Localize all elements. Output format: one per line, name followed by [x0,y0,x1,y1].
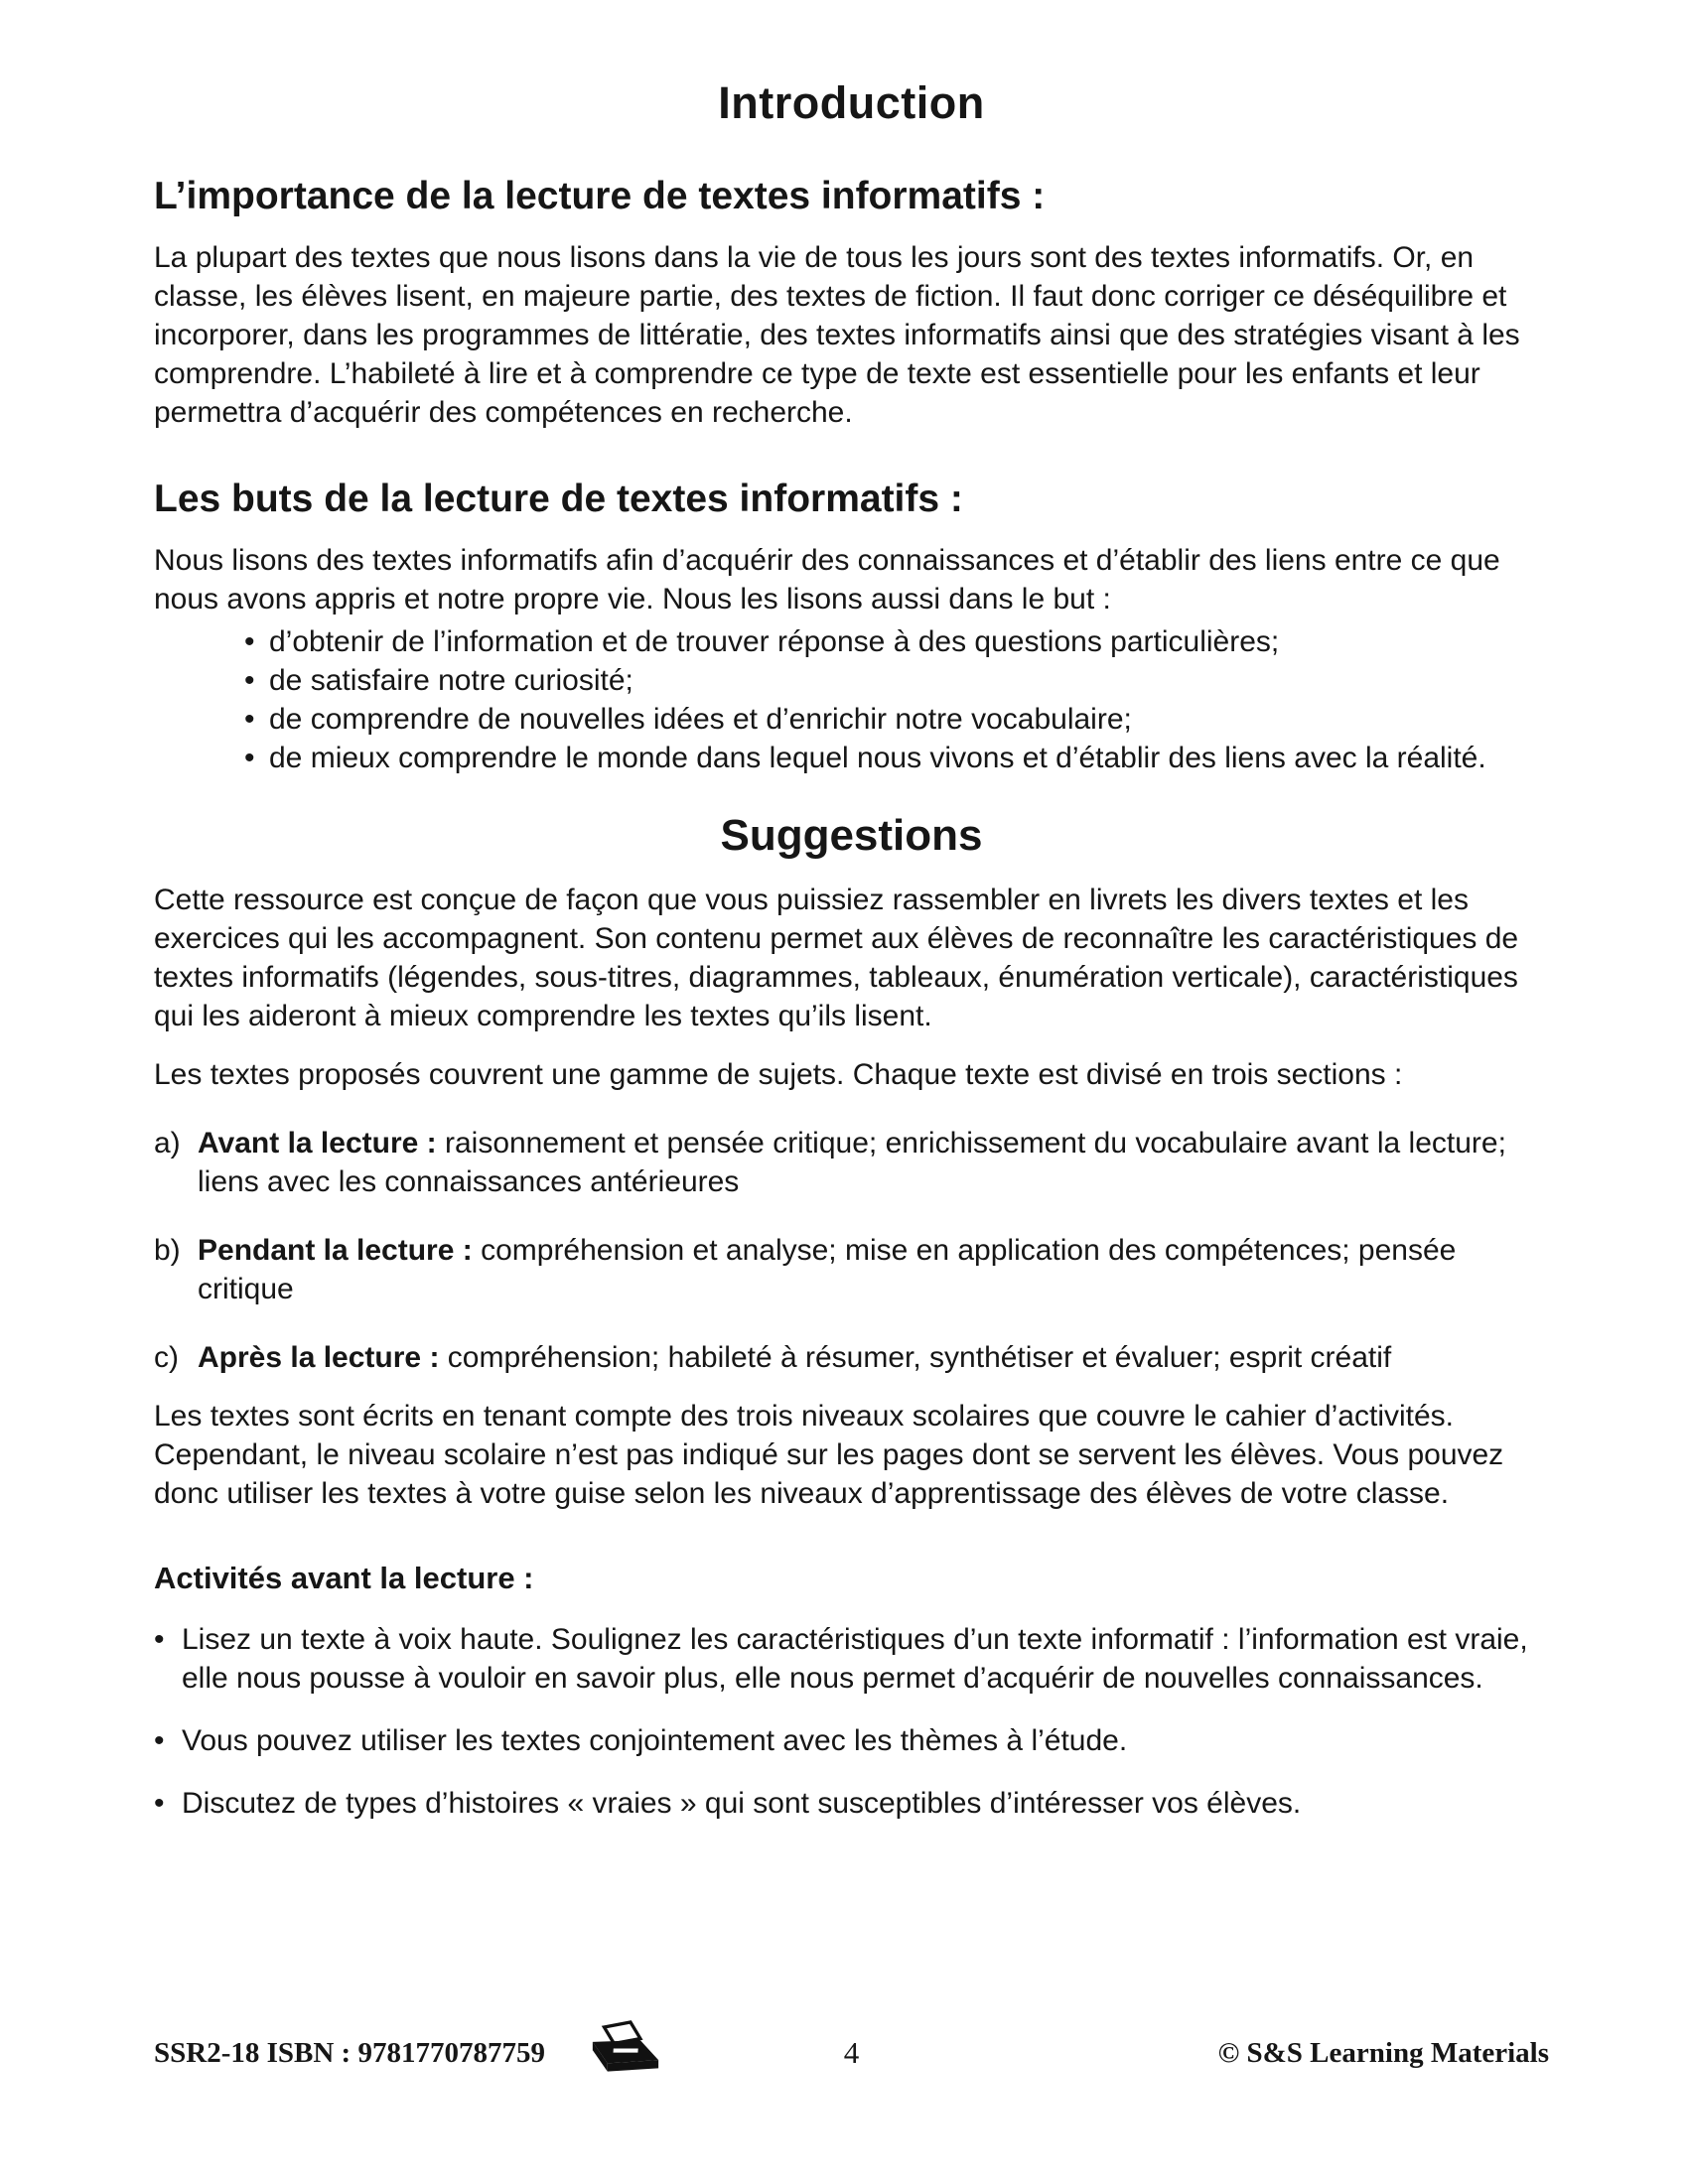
sections-lettered-list [154,1124,1549,1377]
lettered-item-a [154,1124,1549,1201]
bullet-icon: • [244,742,255,774]
footer-copyright: © S&S Learning Materials [1217,2036,1549,2069]
section-heading-suggestions: Suggestions [720,811,983,860]
bullet-icon: • [154,1724,165,1757]
list-item [154,622,1549,661]
list-item-text: de comprendre de nouvelles idées et d’enrichir notre vocabulaire; [269,703,1132,736]
item-marker: c) [154,1341,179,1374]
list-item [154,1721,1549,1760]
item-marker: a) [154,1127,181,1160]
section-heading-buts: Les buts de la lecture de textes informatifs : [154,478,963,520]
list-item [154,661,1549,700]
list-item [154,1784,1549,1823]
item-body: compréhension; habileté à résumer, synthétiser et évaluer; esprit créatif [439,1341,1392,1374]
item-text [198,1124,1549,1201]
bullet-icon: • [154,1623,165,1656]
footer-left [154,2023,662,2083]
page-number: 4 [843,2035,860,2070]
list-item-text: Lisez un texte à voix haute. Soulignez les caractéristiques d’un texte informatif : l’information est vraie, elle nous pousse à vouloir en savoir plus, elle nous permet d’acquérir de nouvelles connaissances. [182,1623,1528,1695]
item-marker: b) [154,1234,181,1267]
list-item-text: Vous pouvez utiliser les textes conjointement avec les thèmes à l’étude. [182,1724,1128,1757]
page-title: Introduction [718,77,985,128]
list-item-text: d’obtenir de l’information et de trouver réponse à des questions particulières; [269,625,1280,658]
lettered-item-b [154,1231,1549,1308]
paragraph-suggestions-1: Cette ressource est conçue de façon que vous puissiez rassembler en livrets les divers textes et les exercices qui les accompagnent. Son contenu permet aux élèves de reconnaître les caractéristiques de textes informatifs (légendes, sous-titres, diagrammes, tableaux, énumération verticale), caractéristiques qui les aideront à mieux comprendre les textes qu’ils lisent. [154,884,1519,1032]
page-footer [154,2021,1549,2085]
bullet-icon: • [244,664,255,697]
section-heading-importance: L’importance de la lecture de textes informatifs : [154,175,1046,217]
paragraph-suggestions-3: Les textes sont écrits en tenant compte des trois niveaux scolaires que couvre le cahier d’activités. Cependant, le niveau scolaire n’est pas indiqué sur les pages dont se servent les élèves. Vous pouvez donc utiliser les textes à votre guise selon les niveaux d’apprentissage des élèves de votre classe. [154,1400,1504,1510]
printer-icon [579,2017,662,2083]
paragraph-suggestions-2: Les textes proposés couvrent une gamme de sujets. Chaque texte est divisé en trois sections : [154,1058,1403,1091]
activites-bullet-list [154,1620,1549,1823]
item-text [198,1231,1549,1308]
list-item [154,700,1549,739]
lettered-item-c [154,1338,1549,1377]
sub-heading-activites: Activités avant la lecture : [154,1561,534,1595]
paragraph-buts-intro: Nous lisons des textes informatifs afin d’acquérir des connaissances et d’établir des liens entre ce que nous avons appris et notre propre vie. Nous les lisons aussi dans le but : [154,544,1500,615]
list-item [154,1620,1549,1698]
item-label: Avant la lecture : [198,1127,437,1160]
footer-isbn: SSR2-18 ISBN : 9781770787759 [154,2036,545,2069]
list-item-text: de satisfaire notre curiosité; [269,664,633,697]
list-item-text: Discutez de types d’histoires « vraies » qui sont susceptibles d’intéresser vos élèves. [182,1787,1302,1820]
list-item-text: de mieux comprendre le monde dans lequel nous vivons et d’établir des liens avec la réalité. [269,742,1486,774]
item-body: raisonnement et pensée critique; enrichissement du vocabulaire avant la lecture; liens avec les connaissances antérieures [198,1127,1506,1198]
bullet-icon: • [154,1787,165,1820]
buts-bullet-list [154,622,1549,777]
paragraph-importance: La plupart des textes que nous lisons dans la vie de tous les jours sont des textes informatifs. Or, en classe, les élèves lisent, en majeure partie, des textes de fiction. Il faut donc corriger ce déséquilibre et incorporer, dans les programmes de littératie, des textes informatifs ainsi que des stratégies visant à les comprendre. L’habileté à lire et à comprendre ce type de texte est essentielle pour les enfants et leur permettra d’acquérir des compétences en recherche. [154,241,1520,429]
item-label: Pendant la lecture : [198,1234,473,1267]
item-text [198,1338,1549,1377]
list-item [154,739,1549,777]
item-body: compréhension et analyse; mise en application des compétences; pensée critique [198,1234,1457,1305]
bullet-icon: • [244,625,255,658]
bullet-icon: • [244,703,255,736]
item-label: Après la lecture : [198,1341,440,1374]
